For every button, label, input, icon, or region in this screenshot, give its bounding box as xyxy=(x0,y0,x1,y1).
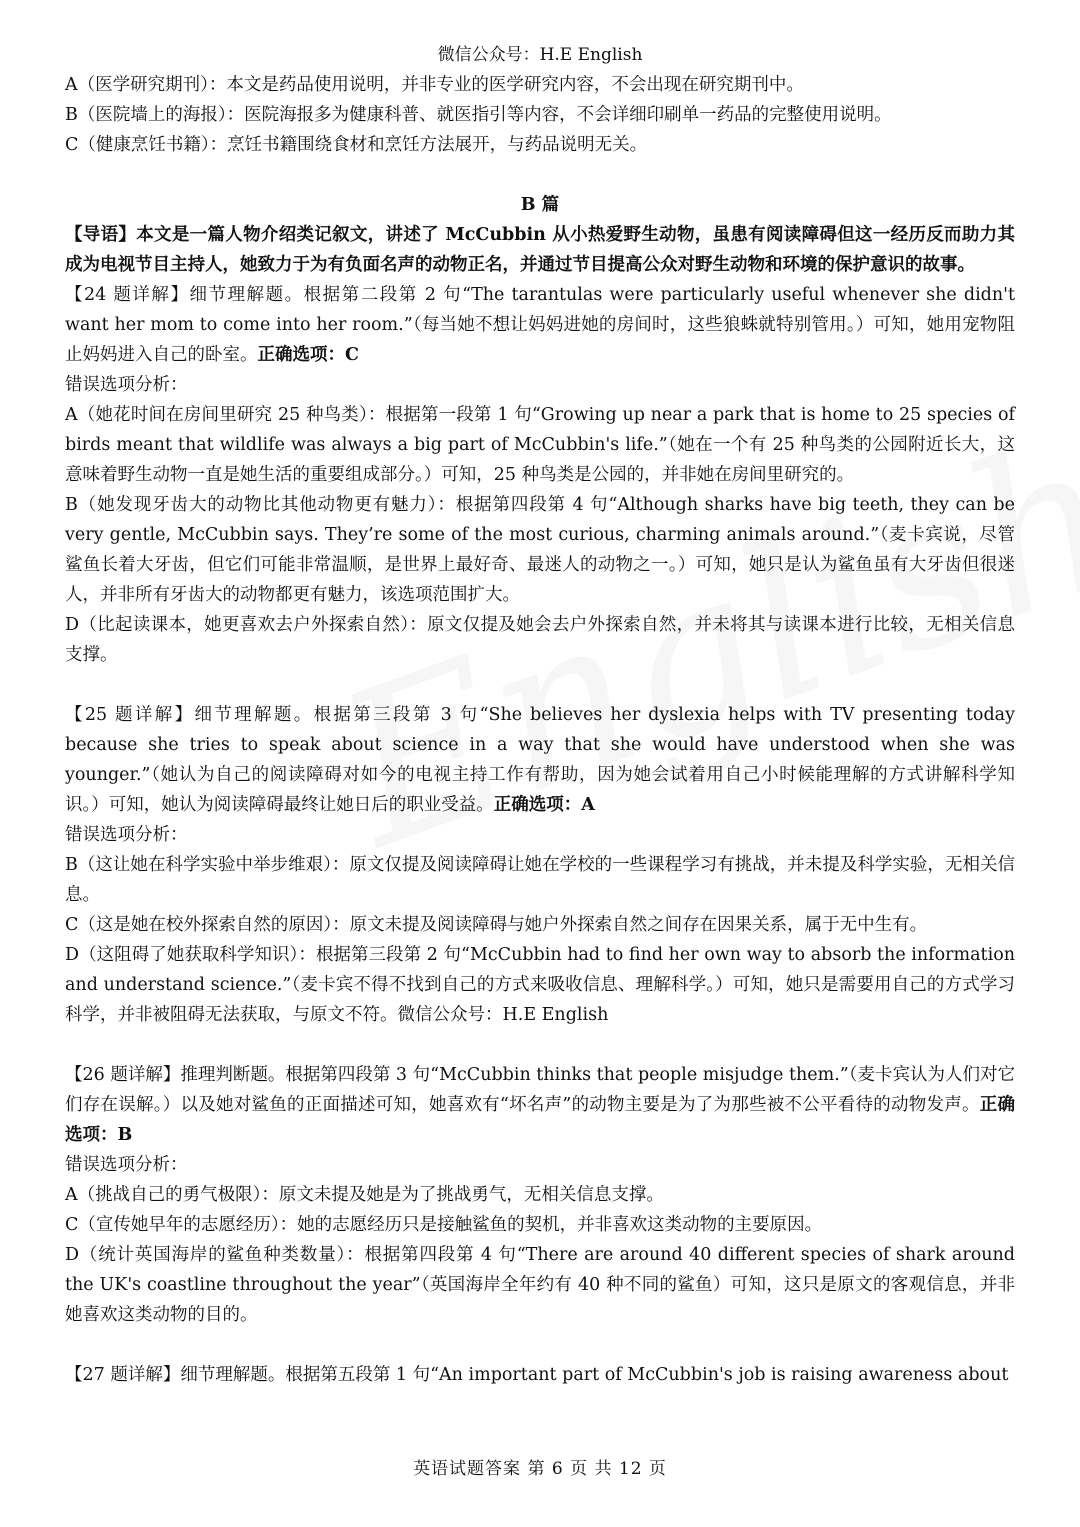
q24-option-a: A（她花时间在房间里研究 25 种鸟类）：根据第一段第 1 句“Growing up near a park that is home to 25 species of birds meant that wildlife was always a big part of McCubbin's life.”（她在一个有 25 种鸟类的公园附近长大，这意味着野生动物一直是她生活的重要组成部分。）可知，25 种鸟类是公园的，并非她在房间里研究的。 xyxy=(65,405,1015,485)
q25-body: 【25 题详解】细节理解题。根据第三段第 3 句“She believes her dyslexia helps with TV presenting today because she tries to speak about science in a way that she would have understood when she was younger.”（她认为自己的阅读障碍对如今的电视主持工作有帮助，因为她会试着用自己小时候能理解的方式讲解科学知识。）可知，她认为阅读障碍最终让她日后的职业受益。 xyxy=(65,705,1015,815)
q24-wrong-heading: 错误选项分析： xyxy=(65,375,188,395)
q27-explanation: 【27 题详解】细节理解题。根据第五段第 1 句“An important part of McCubbin's job is raising awareness about xyxy=(65,1365,1009,1385)
q25-explanation xyxy=(65,700,1015,820)
q24-answer: 正确选项：C xyxy=(257,345,359,365)
option-a-top: A（医学研究期刊）：本文是药品使用说明，并非专业的医学研究内容，不会出现在研究期刊中。 xyxy=(65,75,804,95)
q26-answer: 正确选项：B xyxy=(65,1095,1016,1145)
section-title: B 篇 xyxy=(520,195,560,215)
q25-wrong-heading: 错误选项分析： xyxy=(65,825,188,845)
q26-option-a: A（挑战自己的勇气极限）：原文未提及她是为了挑战勇气，无相关信息支撑。 xyxy=(65,1185,664,1205)
q26-explanation xyxy=(65,1060,1015,1150)
q26-option-c: C（宣传她早年的志愿经历）：她的志愿经历只是接触鲨鱼的契机，并非喜欢这类动物的主要原因。 xyxy=(65,1215,823,1235)
option-c-top: C（健康烹饪书籍）：烹饪书籍围绕食材和烹饪方法展开，与药品说明无关。 xyxy=(65,135,648,155)
q24-option-d: D（比起读课本，她更喜欢去户外探索自然）：原文仅提及她会去户外探索自然，并未将其与读课本进行比较，无相关信息支撑。 xyxy=(65,615,1015,665)
document-body xyxy=(65,70,1015,1390)
q26-wrong-heading: 错误选项分析： xyxy=(65,1155,188,1175)
option-b-top: B（医院墙上的海报）：医院海报多为健康科普、就医指引等内容，不会详细印刷单一药品的完整使用说明。 xyxy=(65,105,892,125)
q25-option-b: B（这让她在科学实验中举步维艰）：原文仅提及阅读障碍让她在学校的一些课程学习有挑战，并未提及科学实验，无相关信息。 xyxy=(65,855,1015,905)
q25-answer: 正确选项：A xyxy=(493,795,595,815)
q26-body: 【26 题详解】推理判断题。根据第四段第 3 句“McCubbin thinks that people misjudge them.”（麦卡宾认为人们对它们存在误解。）以及她对鲨鱼的正面描述可知，她喜欢有“坏名声”的动物主要是为了为那些被不公平看待的动物发声。 xyxy=(65,1065,1015,1115)
intro-paragraph: 【导语】本文是一篇人物介绍类记叙文，讲述了 McCubbin 从小热爱野生动物，虽患有阅读障碍但这一经历反而助力其成为电视节目主持人，她致力于为有负面名声的动物正名，并通过节目提高公众对野生动物和环境的保护意识的故事。 xyxy=(65,225,1015,275)
q24-option-b: B（她发现牙齿大的动物比其他动物更有魅力）：根据第四段第 4 句“Although sharks have big teeth, they can be very gentle, McCubbin says. They’re some of the most curious, charming animals around.”（麦卡宾说，尽管鲨鱼长着大牙齿，但它们可能非常温顺，是世界上最好奇、最迷人的动物之一。）可知，她只是认为鲨鱼虽有大牙齿但很迷人，并非所有牙齿大的动物都更有魅力，该选项范围扩大。 xyxy=(65,495,1015,605)
q25-option-d: D（这阻碍了她获取科学知识）：根据第三段第 2 句“McCubbin had to find her own way to absorb the information and understand science.”（麦卡宾不得不找到自己的方式来吸收信息、理解科学。）可知，她只是需要用自己的方式学习科学，并非被阻碍无法获取，与原文不符。微信公众号：H.E English xyxy=(65,945,1015,1025)
q25-option-c: C（这是她在校外探索自然的原因）：原文未提及阅读障碍与她户外探索自然之间存在因果关系，属于无中生有。 xyxy=(65,915,928,935)
page-header: 微信公众号：H.E English xyxy=(437,45,643,65)
q26-option-d: D（统计英国海岸的鲨鱼种类数量）：根据第四段第 4 句“There are around 40 different species of shark around the UK's coastline throughout the year”（英国海岸全年约有 40 种不同的鲨鱼）可知，这只是原文的客观信息，并非她喜欢这类动物的目的。 xyxy=(65,1245,1015,1325)
q24-explanation xyxy=(65,280,1015,370)
page-footer: 英语试题答案 第 6 页 共 12 页 xyxy=(413,1459,667,1479)
q24-body: 【24 题详解】细节理解题。根据第二段第 2 句“The tarantulas were particularly useful whenever she didn't want her mom to come into her room.”（每当她不想让妈妈进她的房间时，这些狼蛛就特别管用。）可知，她用宠物阻止妈妈进入自己的卧室。 xyxy=(65,285,1015,365)
